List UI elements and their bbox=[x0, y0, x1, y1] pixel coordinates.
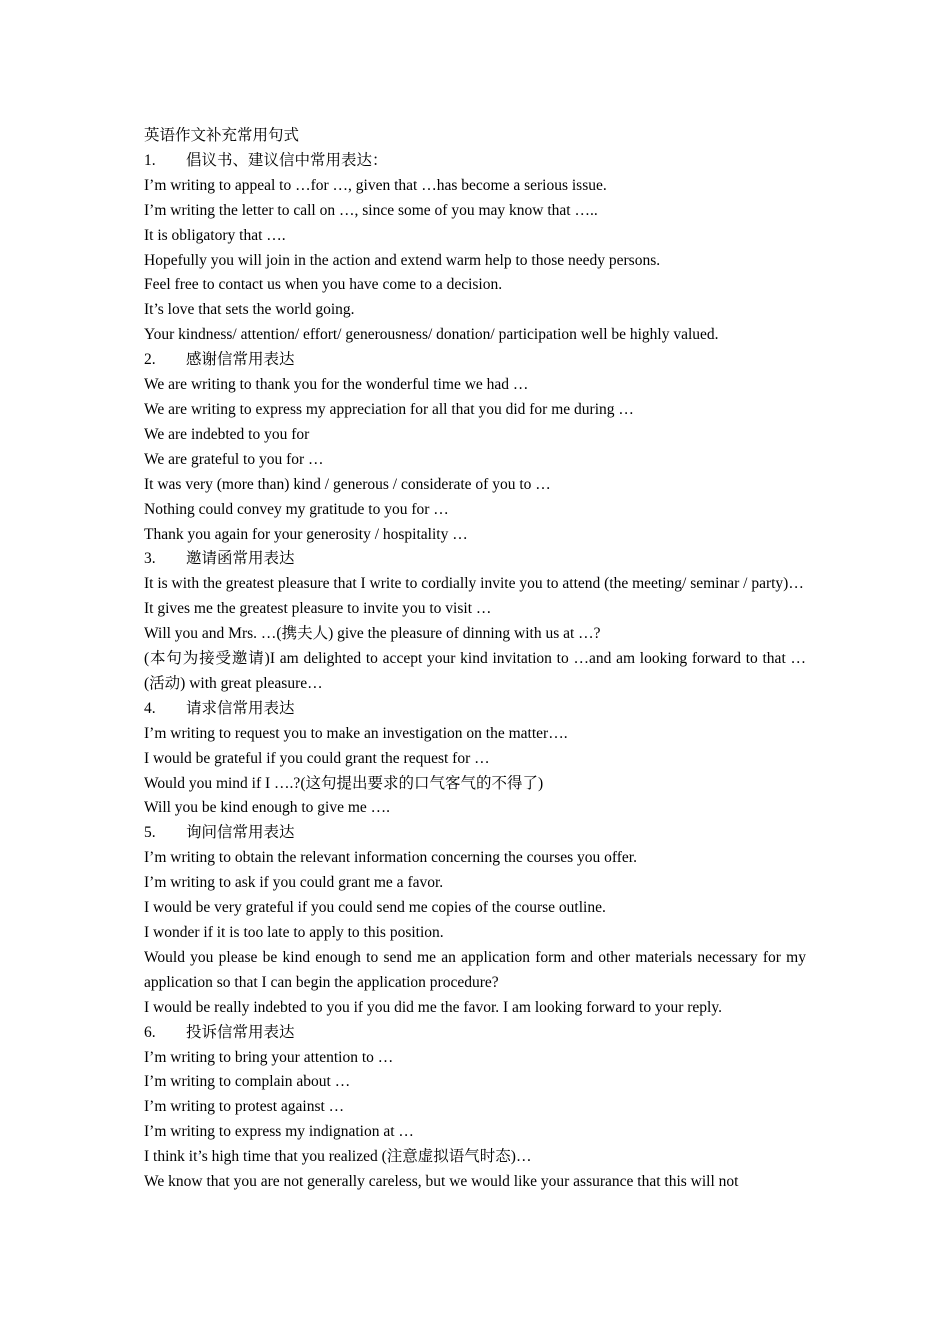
text-line: Will you be kind enough to give me …. bbox=[144, 799, 391, 817]
text-line: It gives me the greatest pleasure to invite you to visit … bbox=[144, 600, 492, 618]
document-body bbox=[144, 124, 806, 1195]
text-line: I think it’s high time that you realized (注意虚拟语气时态)… bbox=[144, 1148, 532, 1166]
section-number: 4. bbox=[144, 699, 156, 717]
text-line: I’m writing to protest against … bbox=[144, 1098, 345, 1116]
section-heading-3 bbox=[144, 547, 806, 572]
text-paragraph: It is with the greatest pleasure that I write to cordially invite you to attend (the meeting/ seminar / party)… bbox=[144, 575, 804, 593]
document-title: 英语作文补充常用句式 bbox=[144, 127, 300, 144]
section-heading-text: 请求信常用表达 bbox=[186, 699, 295, 717]
text-line: Nothing could convey my gratitude to you for … bbox=[144, 500, 449, 518]
text-line: Feel free to contact us when you have come to a decision. bbox=[144, 276, 503, 294]
text-line: I’m writing to appeal to …for …, given that …has become a serious issue. bbox=[144, 176, 607, 194]
text-line: I would be grateful if you could grant the request for … bbox=[144, 749, 490, 767]
text-line: Will you and Mrs. …(携夫人) give the pleasure of dinning with us at …? bbox=[144, 625, 601, 643]
text-line: I would be really indebted to you if you did me the favor. I am looking forward to your reply. bbox=[144, 998, 722, 1016]
section-heading-6 bbox=[144, 1021, 806, 1046]
text-line: We are indebted to you for bbox=[144, 425, 310, 443]
text-paragraph: Would you please be kind enough to send me an application form and other materials necessary for my application so that I can begin the application procedure? bbox=[144, 948, 806, 991]
text-line: I’m writing to request you to make an investigation on the matter…. bbox=[144, 724, 568, 742]
text-line: I wonder if it is too late to apply to this position. bbox=[144, 924, 444, 941]
text-line: We are grateful to you for … bbox=[144, 450, 324, 468]
section-heading-5 bbox=[144, 821, 806, 846]
section-heading-1 bbox=[144, 149, 806, 174]
text-line: I’m writing the letter to call on …, since some of you may know that ….. bbox=[144, 201, 598, 219]
section-number: 1. bbox=[144, 151, 156, 169]
text-line: I’m writing to bring your attention to … bbox=[144, 1048, 394, 1066]
text-paragraph: (本句为接受邀请)I am delighted to accept your kind invitation to …and am looking forward to that …(活动) with great pleasure… bbox=[144, 650, 806, 692]
section-heading-text: 投诉信常用表达 bbox=[186, 1023, 295, 1041]
text-line: It was very (more than) kind / generous / considerate of you to … bbox=[144, 475, 551, 493]
text-line: We are writing to express my appreciation for all that you did for me during … bbox=[144, 400, 634, 418]
text-line: I would be very grateful if you could send me copies of the course outline. bbox=[144, 899, 606, 917]
section-heading-2 bbox=[144, 348, 806, 373]
text-line: I’m writing to complain about … bbox=[144, 1073, 351, 1091]
section-heading-4 bbox=[144, 697, 806, 722]
section-heading-text: 倡议书、建议信中常用表达： bbox=[186, 151, 388, 169]
text-line: I’m writing to express my indignation at … bbox=[144, 1123, 414, 1141]
text-line: Would you mind if I ….?(这句提出要求的口气客气的不得了) bbox=[144, 774, 544, 792]
text-line: I’m writing to ask if you could grant me a favor. bbox=[144, 874, 444, 892]
section-heading-text: 邀请函常用表达 bbox=[186, 550, 295, 568]
section-number: 3. bbox=[144, 550, 156, 568]
text-line: I’m writing to obtain the relevant information concerning the courses you offer. bbox=[144, 849, 637, 867]
section-number: 6. bbox=[144, 1023, 156, 1041]
text-line: Hopefully you will join in the action and extend warm help to those needy persons. bbox=[144, 251, 661, 269]
section-heading-text: 询问信常用表达 bbox=[186, 824, 295, 842]
section-number: 2. bbox=[144, 351, 156, 369]
text-line: We know that you are not generally careless, but we would like your assurance that this will not bbox=[144, 1173, 739, 1191]
text-line: We are writing to thank you for the wonderful time we had … bbox=[144, 376, 529, 394]
text-line: It is obligatory that …. bbox=[144, 226, 286, 244]
text-line: Your kindness/ attention/ effort/ generousness/ donation/ participation well be highly valued. bbox=[144, 326, 719, 344]
section-heading-text: 感谢信常用表达 bbox=[186, 351, 295, 369]
section-number: 5. bbox=[144, 824, 156, 842]
text-line: It’s love that sets the world going. bbox=[144, 301, 355, 319]
text-line: Thank you again for your generosity / hospitality … bbox=[144, 525, 468, 543]
